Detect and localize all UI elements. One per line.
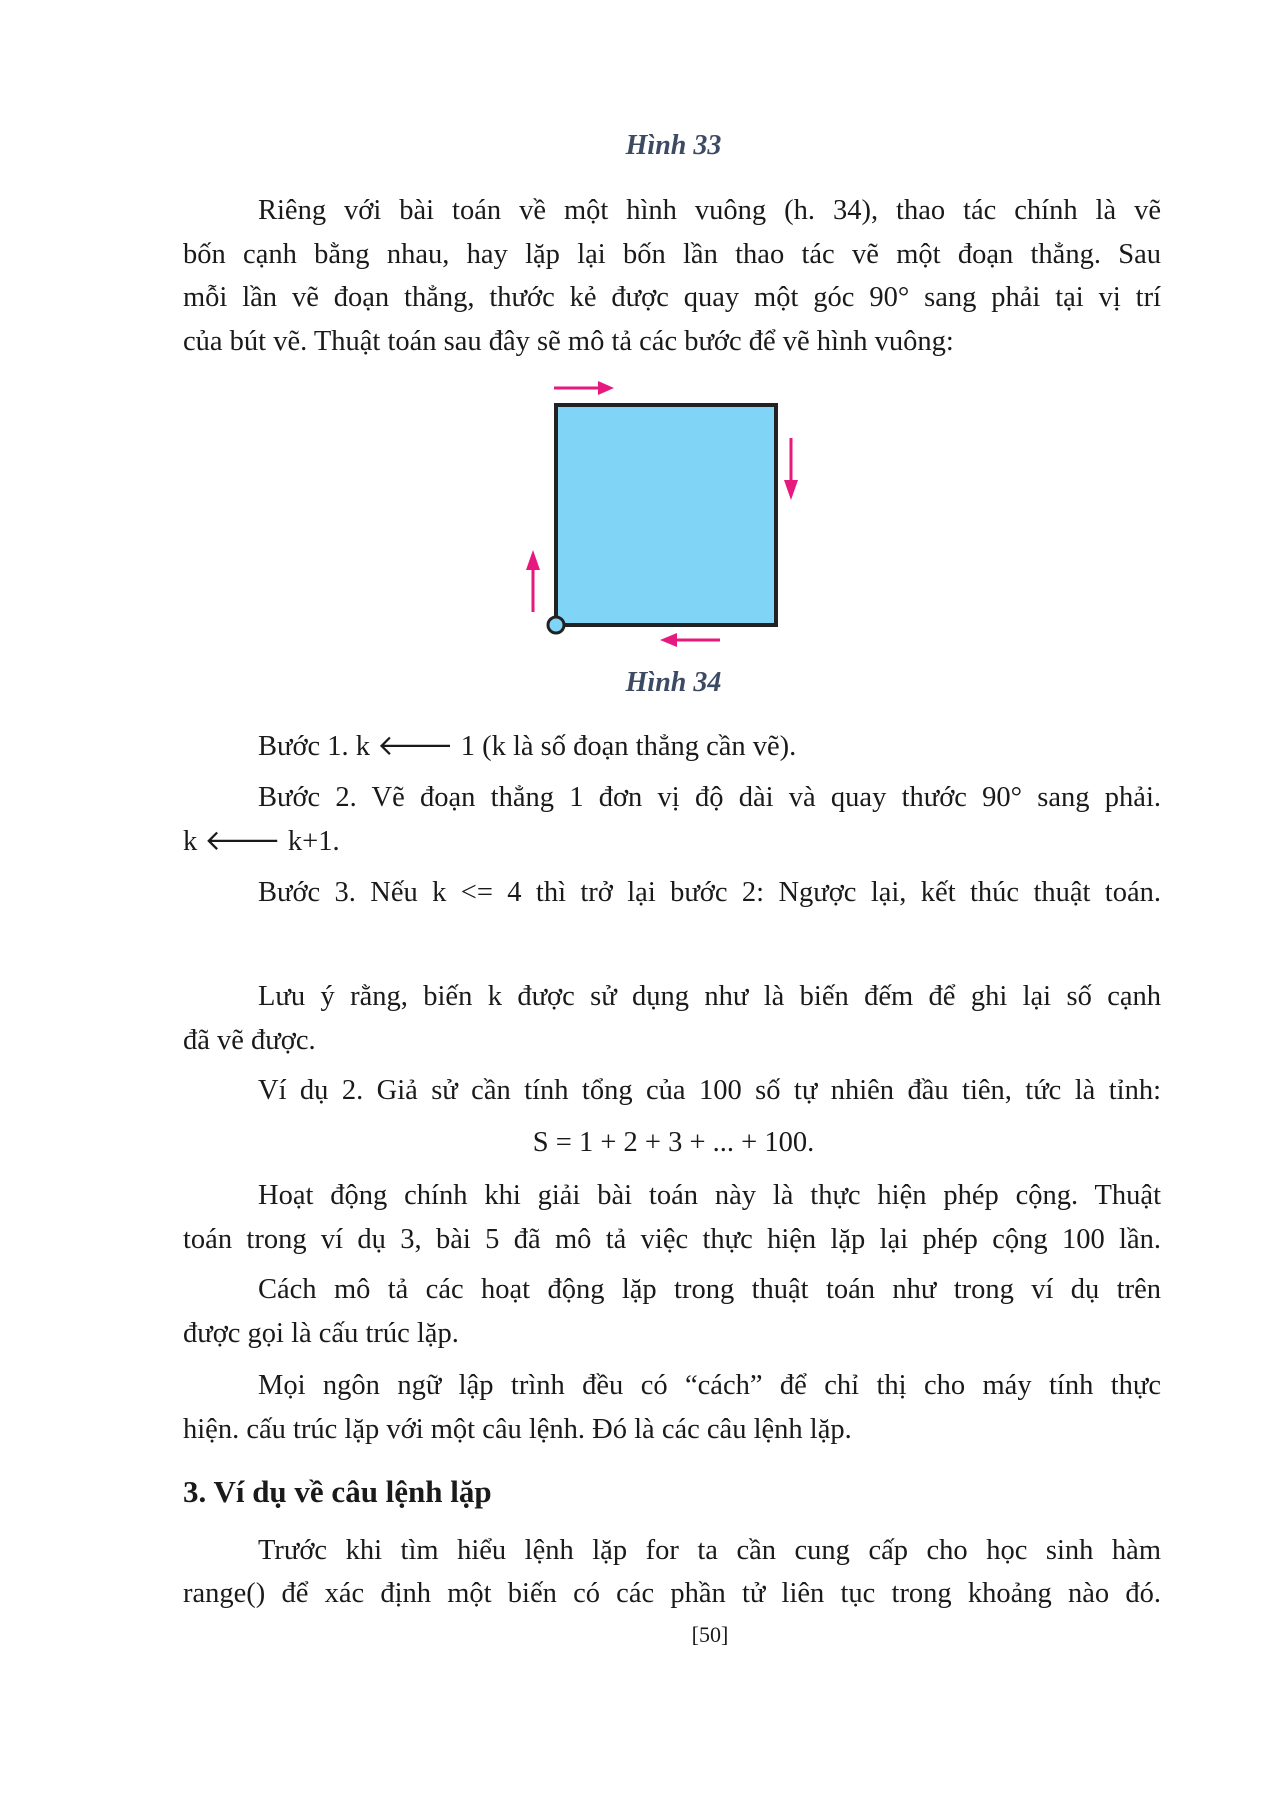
figure-34-caption: Hình 34: [625, 667, 722, 698]
step-2: Bước 2. Vẽ đoạn thẳng 1 đơn vị độ dài và quay thước 90° sang phải.: [258, 782, 1161, 813]
paragraph-line: Hoạt động chính khi giải bài toán này là thực hiện phép cộng. Thuật: [258, 1180, 1161, 1211]
paragraph-line: range() để xác định một biến có các phần tử liên tục trong khoảng nào đó.: [183, 1578, 1161, 1609]
paragraph-line: Cách mô tả các hoạt động lặp trong thuật toán như trong ví dụ trên: [258, 1274, 1161, 1305]
square: [556, 405, 776, 625]
figure-33-caption: Hình 33: [625, 130, 722, 161]
step-1: Bước 1. k 🡐 1 (k là số đoạn thẳng cần vẽ).: [258, 731, 797, 762]
step-2-cont: k 🡐 k+1.: [183, 826, 340, 857]
paragraph-line: Trước khi tìm hiểu lệnh lặp for ta cần cung cấp cho học sinh hàm: [258, 1535, 1161, 1566]
pen-start-point: [548, 617, 564, 633]
step-3: Bước 3. Nếu k <= 4 thì trở lại bước 2: Ngược lại, kết thúc thuật toán.: [258, 877, 1161, 908]
arrow-up-icon: [526, 550, 540, 612]
arrow-left-icon: [660, 633, 720, 647]
formula: S = 1 + 2 + 3 + ... + 100.: [532, 1127, 815, 1158]
paragraph-line: hiện. cấu trúc lặp với một câu lệnh. Đó là các câu lệnh lặp.: [183, 1414, 852, 1445]
paragraph-line: Lưu ý rằng, biến k được sử dụng như là biến đếm để ghi lại số cạnh: [258, 981, 1161, 1012]
arrow-right-icon: [554, 381, 614, 395]
arrow-down-icon: [784, 438, 798, 500]
paragraph-line: mỗi lần vẽ đoạn thẳng, thước kẻ được quay một góc 90° sang phải tại vị trí: [183, 282, 1161, 313]
paragraph-line: Riêng với bài toán về một hình vuông (h. 34), thao tác chính là vẽ: [258, 195, 1161, 226]
paragraph-line: của bút vẽ. Thuật toán sau đây sẽ mô tả các bước để vẽ hình vuông:: [183, 326, 954, 357]
square-drawing-figure: [510, 370, 810, 650]
paragraph-line: Ví dụ 2. Giả sử cần tính tổng của 100 số tự nhiên đầu tiên, tức là tỉnh:: [258, 1075, 1161, 1106]
page-number: [50]: [691, 1622, 729, 1647]
paragraph-line: bốn cạnh bằng nhau, hay lặp lại bốn lần thao tác vẽ một đoạn thẳng. Sau: [183, 239, 1161, 270]
paragraph-line: đã vẽ được.: [183, 1025, 316, 1056]
paragraph-line: toán trong ví dụ 3, bài 5 đã mô tả việc thực hiện lặp lại phép cộng 100 lần.: [183, 1224, 1161, 1255]
paragraph-line: được gọi là cấu trúc lặp.: [183, 1318, 459, 1349]
paragraph-line: Mọi ngôn ngữ lập trình đều có “cách” để chỉ thị cho máy tính thực: [258, 1370, 1161, 1401]
section-heading: 3. Ví dụ về câu lệnh lặp: [183, 1474, 492, 1509]
